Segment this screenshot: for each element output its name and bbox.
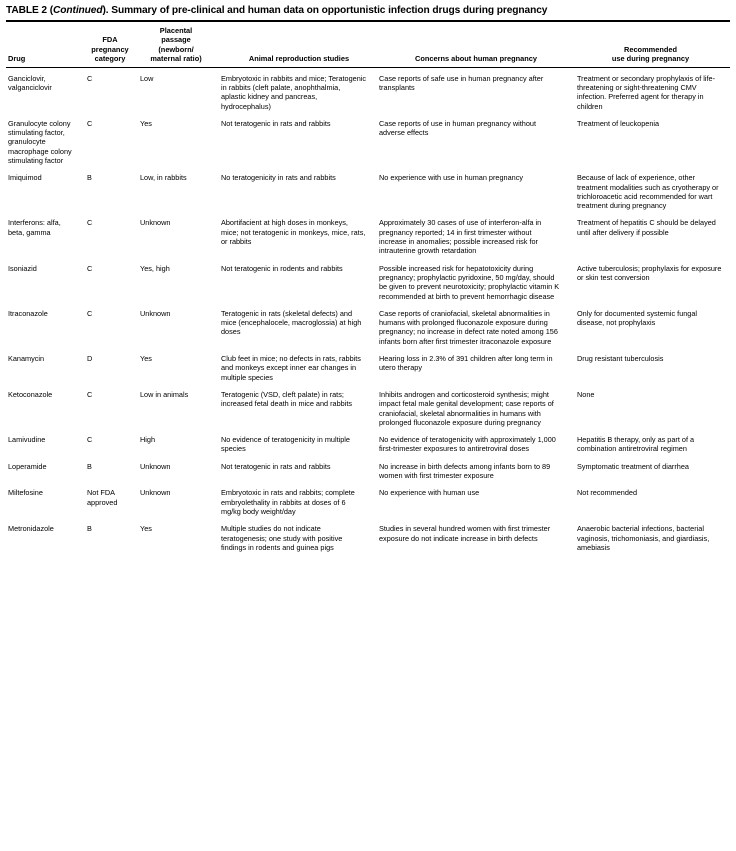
- cell-animal-reproduction: Embryotoxic in rats and rabbits; complete embryolethality in rabbits at doses of 6 mg/kg body weight/day: [221, 488, 355, 516]
- header-line: Placental: [159, 26, 193, 35]
- cell-drug: Itraconazole: [8, 308, 48, 318]
- cell-human-concerns: No increase in birth defects among infants born to 89 women with first trimester exposure: [379, 461, 551, 481]
- table-row: [6, 111, 730, 165]
- cell-placental-passage: High: [140, 435, 156, 445]
- cell-recommended-use: Drug resistant tuberculosis: [577, 354, 664, 364]
- table-body: [6, 68, 730, 552]
- cell-recommended-use: Treatment of hepatitis C should be delayed until after delivery if possible: [577, 218, 716, 237]
- cell-placental-passage: Low, in rabbits: [140, 173, 187, 183]
- cell-placental-passage: Low: [140, 73, 154, 83]
- cell-human-concerns: No evidence of teratogenicity with approximately 1,000 first-trimester exposures to antiretroviral doses: [379, 435, 556, 454]
- header-line: category: [94, 54, 126, 64]
- cell-fda-category: C: [87, 73, 93, 83]
- header-line: Concerns about human pregnancy: [415, 54, 537, 64]
- cell-placental-passage: Yes: [140, 354, 152, 364]
- cell-drug: Ketoconazole: [8, 389, 53, 399]
- cell-animal-reproduction: No teratogenicity in rats and rabbits: [221, 173, 336, 183]
- cell-drug: Miltefosine: [8, 488, 43, 498]
- opportunistic-infection-drugs-table: [6, 21, 730, 67]
- cell-drug: Lamivudine: [8, 435, 46, 445]
- cell-drug: Isoniazid: [8, 263, 37, 273]
- table-caption: [6, 0, 730, 20]
- cell-human-concerns: Case reports of craniofacial, skeletal abnormalities in humans with prolonged fluconazole exposure during pregnancy; no increase in defect rate noted among 156 infants born after first trimester itraconazole exposure: [379, 308, 558, 346]
- cell-placental-passage: Yes, high: [140, 263, 170, 273]
- opportunistic-infection-drugs-body: [6, 68, 730, 552]
- cell-human-concerns: Hearing loss in 2.3% of 391 children after long term in utero therapy: [379, 354, 553, 373]
- cell-fda-category: B: [87, 461, 92, 471]
- cell-drug: Kanamycin: [8, 354, 45, 364]
- cell-placental-passage: Unknown: [140, 461, 171, 471]
- cell-recommended-use: Treatment of leuckopenia: [577, 118, 660, 128]
- cell-drug: Ganciclovir, valganciclovir: [8, 73, 52, 92]
- header-line: Recommended: [624, 44, 677, 54]
- cell-placental-passage: Unknown: [140, 218, 171, 228]
- cell-recommended-use: Symptomatic treatment of diarrhea: [577, 461, 689, 471]
- column-header-recommended-use: [575, 22, 730, 67]
- cell-human-concerns: No experience with human use: [379, 488, 480, 498]
- table-row: [6, 382, 730, 427]
- cell-recommended-use: Only for documented systemic fungal disease, not prophylaxis: [577, 308, 698, 328]
- cell-placental-passage: Unknown: [140, 488, 171, 498]
- header-line: use during pregnancy: [611, 54, 690, 64]
- header-line: passage: [161, 35, 191, 45]
- header-line: pregnancy: [91, 44, 129, 54]
- cell-fda-category: Not FDA approved: [87, 488, 118, 507]
- cell-drug: Loperamide: [8, 461, 47, 471]
- cell-recommended-use: Active tuberculosis; prophylaxis for exposure or skin test conversion: [577, 263, 722, 282]
- header-row: [6, 22, 730, 67]
- cell-animal-reproduction: Embryotoxic in rabbits and mice; Teratogenic in rabbits (cleft palate, anophthalmia, aplastic kidney and pancreas, hydrocephalus): [221, 73, 367, 111]
- cell-drug: Imiquimod: [8, 173, 42, 183]
- cell-animal-reproduction: Teratogenic in rats (skeletal defects) and mice (encephalocele, macroglossia) at high doses: [221, 308, 362, 337]
- header-line: (newborn/: [158, 44, 194, 54]
- column-header-concerns-human-pregnancy: [377, 22, 575, 67]
- cell-fda-category: C: [87, 389, 93, 399]
- cell-human-concerns: Possible increased risk for hepatotoxicity during pregnancy; prophylactic pyridoxine, 50 mg/day, should be given to prevent neurotoxicity; prophylactic vitamin K recommended at birth to prevent hemorrhagic disease: [379, 263, 560, 301]
- cell-animal-reproduction: Abortifacient at high doses in monkeys, mice; not teratogenic in monkeys, mice, rats, or rabbits: [221, 218, 366, 247]
- cell-human-concerns: Inhibits androgen and corticosteroid synthesis; might impact fetal male genital development; case reports of craniofacial, skeletal abnormalities in humans with prolonged fluconazole exposure during pregnancy: [379, 389, 554, 427]
- cell-human-concerns: Case reports of safe use in human pregnancy after transplants: [379, 73, 544, 92]
- column-header-placental-passage: [137, 22, 215, 67]
- cell-placental-passage: Low in animals: [140, 389, 189, 399]
- column-header-animal-reproduction-studies: [215, 22, 377, 67]
- table-row: [6, 427, 730, 454]
- cell-animal-reproduction: No evidence of teratogenicity in multiple species: [221, 435, 350, 454]
- cell-placental-passage: Yes: [140, 524, 152, 534]
- cell-recommended-use: None: [577, 389, 595, 399]
- cell-human-concerns: Approximately 30 cases of use of interferon-alfa in pregnancy reported; 14 in first trimester without increase in anomalies; possible increased risk for intrauterine growth retardation: [379, 218, 542, 256]
- cell-animal-reproduction: Not teratogenic in rats and rabbits: [221, 461, 331, 471]
- column-header-fda-pregnancy-category: [83, 22, 137, 67]
- cell-fda-category: C: [87, 218, 93, 228]
- cell-human-concerns: Studies in several hundred women with first trimester exposure do not indicate increase in birth defects: [379, 524, 551, 543]
- cell-placental-passage: Unknown: [140, 308, 171, 318]
- cell-drug: Granulocyte colony stimulating factor, granulocyte macrophage colony stimulating factor: [8, 118, 72, 165]
- caption-continued: Continued: [53, 5, 103, 16]
- header-line: Drug: [8, 54, 26, 64]
- cell-fda-category: B: [87, 524, 92, 534]
- cell-recommended-use: Not recommended: [577, 488, 638, 498]
- cell-fda-category: C: [87, 263, 93, 273]
- cell-placental-passage: Yes: [140, 118, 152, 128]
- cell-animal-reproduction: Multiple studies do not indicate teratogenesis; one study with positive findings in rodents and guinea pigs: [221, 524, 343, 552]
- cell-fda-category: C: [87, 118, 93, 128]
- cell-animal-reproduction: Not teratogenic in rodents and rabbits: [221, 263, 343, 273]
- cell-animal-reproduction: Club feet in mice; no defects in rats, rabbits and monkeys except inner ear changes in multiple species: [221, 354, 361, 382]
- table-row: [6, 210, 730, 255]
- table-row: [6, 346, 730, 382]
- header-line: maternal ratio): [150, 54, 202, 64]
- table-row: [6, 516, 730, 552]
- caption-prefix: TABLE 2 (: [6, 5, 54, 16]
- cell-animal-reproduction: Teratogenic (VSD, cleft palate) in rats; increased fetal death in mice and rabbits: [221, 389, 353, 409]
- cell-recommended-use: Because of lack of experience, other treatment modalities such as cryotherapy or trichloroacetic acid recommended for wart treatment during pregnancy: [577, 173, 719, 211]
- cell-human-concerns: No experience with use in human pregnancy: [379, 173, 523, 183]
- cell-recommended-use: Hepatitis B therapy, only as part of a combination antiretroviral regimen: [577, 435, 695, 454]
- column-header-drug: [6, 22, 83, 67]
- cell-drug: Interferons: alfa, beta, gamma: [8, 218, 61, 237]
- cell-fda-category: D: [87, 354, 93, 364]
- table-row: [6, 165, 730, 210]
- cell-fda-category: C: [87, 435, 93, 445]
- table-row: [6, 480, 730, 516]
- cell-human-concerns: Case reports of use in human pregnancy without adverse effects: [379, 118, 536, 138]
- caption-suffix: ). Summary of pre-clinical and human data on opportunistic infection drugs during pregnancy: [102, 5, 548, 16]
- cell-fda-category: C: [87, 308, 93, 318]
- table-row: [6, 68, 730, 111]
- cell-fda-category: B: [87, 173, 92, 183]
- cell-recommended-use: Treatment or secondary prophylaxis of life-threatening or sight-threatening CMV infection. Preferred agent for therapy in children: [577, 73, 716, 111]
- header-line: Animal reproduction studies: [248, 54, 350, 64]
- table-row: [6, 256, 730, 301]
- cell-drug: Metronidazole: [8, 524, 54, 534]
- table-row: [6, 454, 730, 481]
- header-line: FDA: [102, 35, 118, 45]
- table-row: [6, 301, 730, 346]
- cell-recommended-use: Anaerobic bacterial infections, bacterial vaginosis, trichomoniasis, and giardiasis, amebiasis: [577, 524, 710, 552]
- cell-animal-reproduction: Not teratogenic in rats and rabbits: [221, 118, 331, 128]
- table-header: [6, 22, 730, 67]
